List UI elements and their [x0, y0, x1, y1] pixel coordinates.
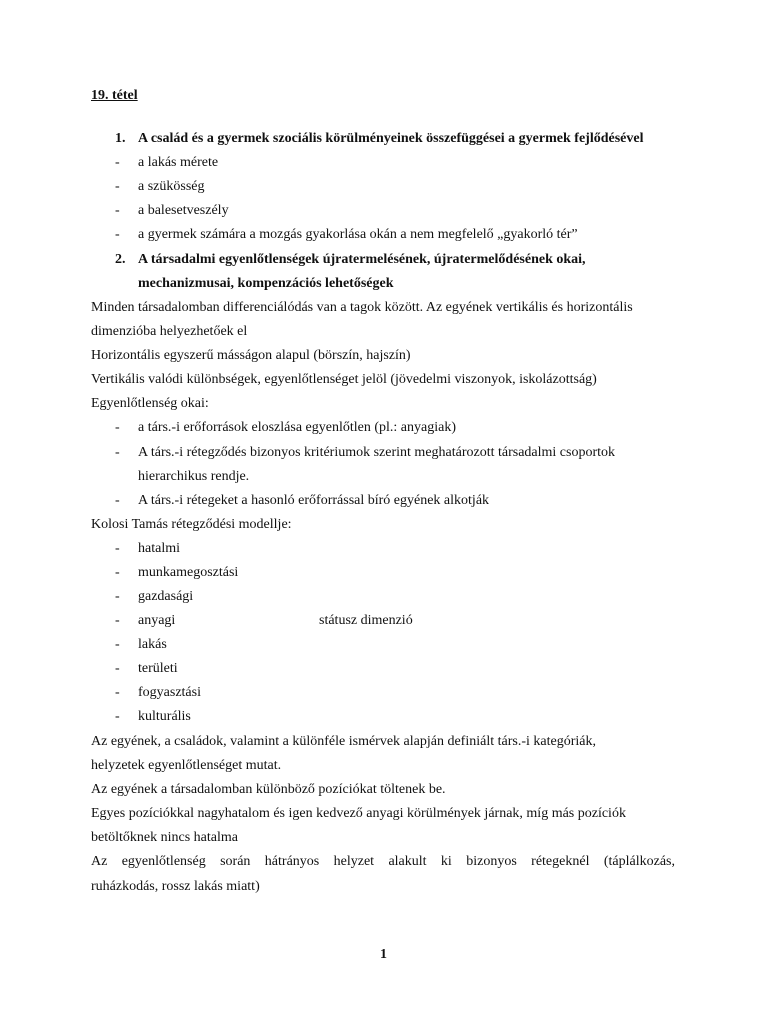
paragraph-line: Horizontális egyszerű másságon alapul (börszín, hajszín) — [91, 348, 411, 363]
section2-title-line2: mechanizmusai, kompenzációs lehetőségek — [138, 276, 394, 291]
paragraph-line: Az egyének a társadalomban különböző pozíciókat töltenek be. — [91, 782, 446, 797]
section2-title-line1: A társadalmi egyenlőtlenségek újratermelésének, újratermelődésének okai, — [138, 252, 586, 267]
list-item: lakás — [138, 637, 167, 652]
list-item-continuation: hierarchikus rendje. — [138, 469, 250, 484]
paragraph-line: dimenzióba helyezhetőek el — [91, 324, 248, 339]
list-dash: - — [115, 613, 120, 628]
list-item: munkamegosztási — [138, 565, 239, 580]
list-dash: - — [115, 709, 120, 724]
list-dash: - — [115, 493, 120, 508]
list-item: a szükösség — [138, 179, 205, 194]
list-item: a gyermek számára a mozgás gyakorlása okán a nem megfelelő „gyakorló tér” — [138, 227, 578, 242]
list-item: fogyasztási — [138, 685, 201, 700]
list-item: a balesetveszély — [138, 203, 229, 218]
list-dash: - — [115, 179, 120, 194]
list-dash: - — [115, 637, 120, 652]
list-item: gazdasági — [138, 589, 194, 604]
list-item: hatalmi — [138, 541, 180, 556]
list-dash: - — [115, 203, 120, 218]
list-dash: - — [115, 589, 120, 604]
paragraph-line: betöltőknek nincs hatalma — [91, 830, 238, 845]
list-dash: - — [115, 420, 120, 435]
page-number: 1 — [380, 947, 387, 962]
list-item: A társ.-i rétegződés bizonyos kritériumok szerint meghatározott társadalmi csoportok — [138, 445, 616, 460]
paragraph-line: Egyenlőtlenség okai: — [91, 396, 209, 411]
list-item: kulturális — [138, 709, 191, 724]
paragraph-line: ruházkodás, rossz lakás miatt) — [91, 879, 260, 894]
list-item: területi — [138, 661, 178, 676]
list-dash: - — [115, 685, 120, 700]
paragraph-line: Egyes pozíciókkal nagyhatalom és igen kedvező anyagi körülmények járnak, míg más pozíciók — [91, 806, 626, 821]
section1-number: 1. — [115, 131, 126, 146]
section1-title: A család és a gyermek szociális körülményeinek összefüggései a gyermek fejlődésével — [138, 131, 644, 146]
paragraph-line: Minden társadalomban differenciálódás van a tagok között. Az egyének vertikális és horizontális — [91, 300, 633, 315]
list-item: a társ.-i erőforrások eloszlása egyenlőtlen (pl.: anyagiak) — [138, 420, 456, 435]
list-dash: - — [115, 565, 120, 580]
paragraph-line: Kolosi Tamás rétegződési modellje: — [91, 517, 292, 532]
list-dash: - — [115, 155, 120, 170]
document-heading: 19. tétel — [91, 88, 138, 103]
paragraph-line: helyzetek egyenlőtlenséget mutat. — [91, 758, 282, 773]
status-dimension-label: státusz dimenzió — [319, 613, 413, 628]
list-dash: - — [115, 445, 120, 460]
list-dash: - — [115, 661, 120, 676]
paragraph-line: Az egyenlőtlenség során hátrányos helyzet alakult ki bizonyos rétegeknél (táplálkozás, — [91, 854, 675, 869]
list-item: A társ.-i rétegeket a hasonló erőforrással bíró egyének alkotják — [138, 493, 490, 508]
section2-number: 2. — [115, 252, 126, 267]
list-dash: - — [115, 541, 120, 556]
list-dash: - — [115, 227, 120, 242]
list-item: a lakás mérete — [138, 155, 219, 170]
paragraph-line: Az egyének, a családok, valamint a különféle ismérvek alapján definiált társ.-i kategóriák, — [91, 734, 596, 749]
list-item: anyagi — [138, 613, 176, 628]
paragraph-line: Vertikális valódi különbségek, egyenlőtlenséget jelöl (jövedelmi viszonyok, iskolázottság) — [91, 372, 597, 387]
